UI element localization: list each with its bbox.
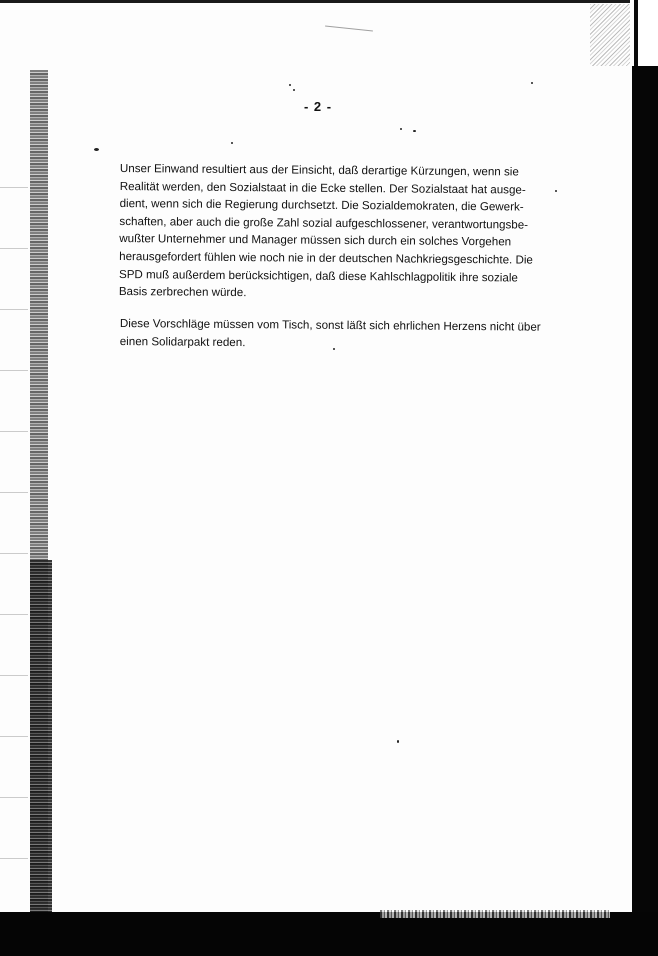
scan-stray-line: [325, 25, 373, 31]
scan-speck: [289, 84, 291, 86]
scan-speck: [400, 128, 402, 130]
scan-bottom-edge: [0, 912, 658, 956]
text-line: herausgefordert fühlen wie noch nie in der deutschen Nachkriegsgeschichte. Die: [119, 249, 533, 267]
scan-speck: [94, 148, 99, 151]
scan-left-specks: [0, 150, 28, 910]
paragraph-1: [119, 160, 562, 305]
scan-speck: [413, 130, 416, 132]
text-line: Realität werden, den Sozialstaat in die Ecke stellen. Der Sozialstaat hat ausge-: [119, 179, 526, 197]
scan-right-top-edge: [630, 0, 658, 66]
body-text: [120, 160, 562, 350]
scan-right-top-noise: [590, 4, 630, 66]
page-number: - 2 -: [303, 99, 333, 114]
scan-speck: [231, 142, 233, 144]
text-line: wußter Unternehmer und Manager müssen sich durch ein solches Vorgehen: [119, 232, 512, 249]
scan-top-edge: [0, 0, 658, 3]
scan-bottom-noise: [380, 910, 610, 918]
text-line: Basis zerbrechen würde.: [118, 285, 247, 300]
text-line: Diese Vorschläge müssen vom Tisch, sonst läßt sich ehrlichen Herzens nicht über: [119, 316, 541, 334]
scan-speck: [397, 740, 399, 743]
text-line: Unser Einwand resultiert aus der Einsicht, daß derartige Kürzungen, wenn sie: [119, 161, 519, 179]
scan-right-edge: [632, 66, 658, 916]
text-line: SPD muß außerdem berücksichtigen, daß diese Kahlschlagpolitik ihre soziale: [118, 267, 518, 285]
text-line: einen Solidarpakt reden.: [119, 334, 246, 349]
scan-speck: [531, 82, 533, 84]
text-line: dient, wenn sich die Regierung durchsetzt. Die Sozialdemokraten, die Gewerk-: [119, 197, 524, 214]
text-line: schaften, aber auch die große Zahl sozial aufgeschlossener, verantwortungsbe-: [119, 214, 529, 232]
scan-left-edge-lower: [30, 560, 52, 915]
scan-speck: [293, 89, 295, 91]
paragraph-2: [120, 315, 562, 354]
